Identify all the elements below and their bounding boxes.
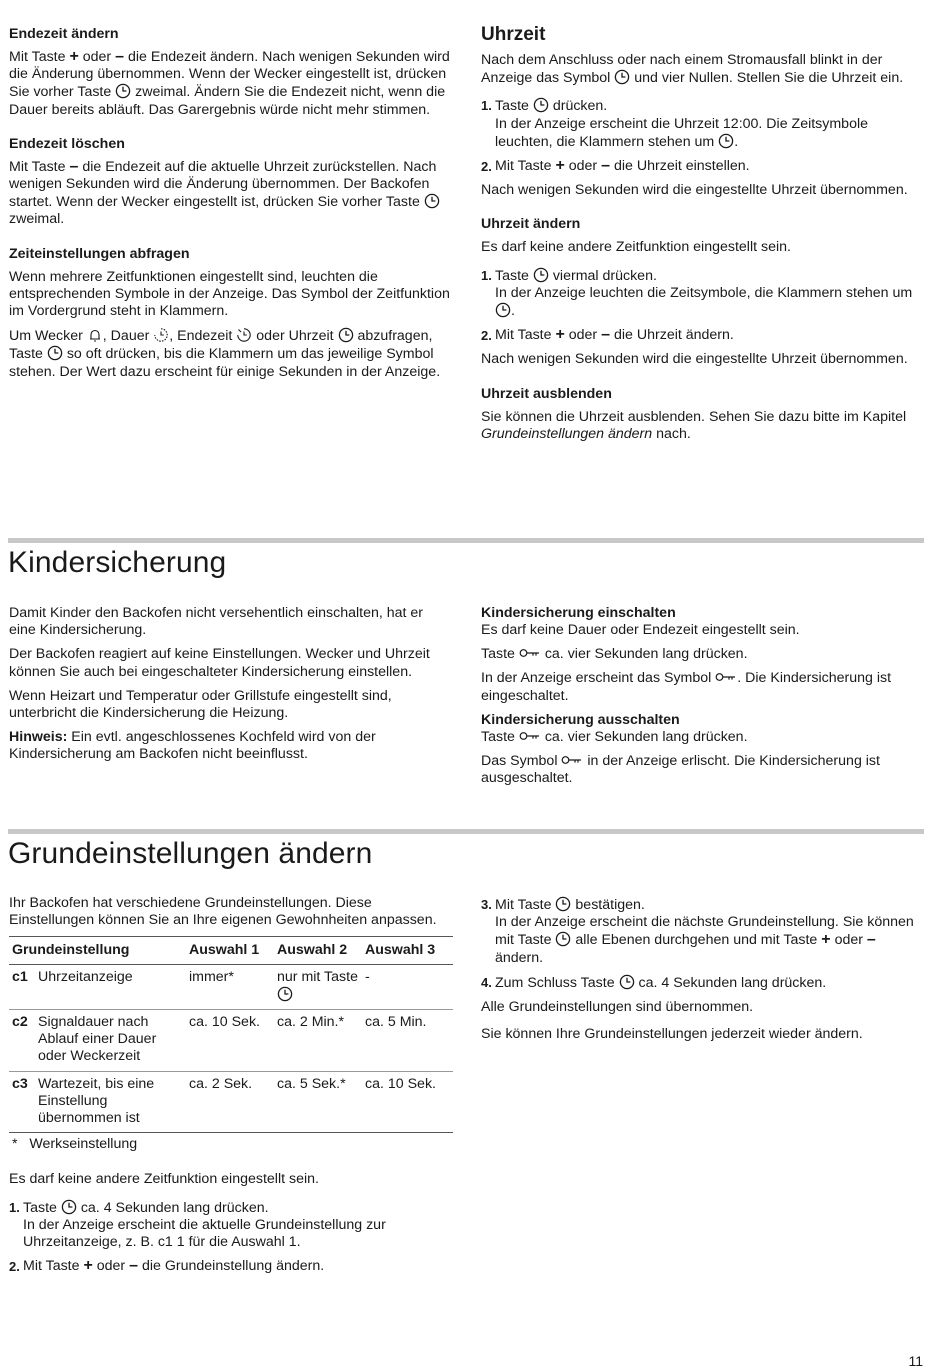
clock-icon xyxy=(533,267,549,283)
table-row: c2 Signaldauer nach Ablauf einer Dauer oder Weckerzeit ca. 10 Sek. ca. 2 Min.* ca. 5 Min. xyxy=(9,1010,453,1072)
section-divider xyxy=(8,538,924,543)
paragraph-grund-intro: Ihr Backofen hat verschiedene Grundeinstellungen. Diese Einstellungen können Sie an Ihre eigenen Gewohnheiten anpassen. xyxy=(9,895,437,929)
left-column-top xyxy=(9,26,451,388)
paragraph-uhrzeit-ausblenden: Sie können die Uhrzeit ausblenden. Sehen Sie dazu bitte im Kapitel Grundeinstellungen ändern nach. xyxy=(481,408,907,442)
plus-icon: + xyxy=(555,157,565,175)
grund-right-column xyxy=(481,896,923,1050)
step-uhrzeit-2: 2. Mit Taste + oder – die Uhrzeit einstellen. xyxy=(481,157,750,175)
key-icon xyxy=(715,671,737,683)
heading-kindersicherung-ausschalten: Kindersicherung ausschalten xyxy=(481,711,680,728)
minus-icon: – xyxy=(69,157,79,175)
minus-icon: – xyxy=(601,157,611,175)
plus-icon: + xyxy=(69,48,79,65)
step-grund-3: 3. Mit Taste bestätigen. In der Anzeige erscheint die nächste Grundeinstellung. Sie können mit Taste alle Ebenen durchgehen und mit Taste + oder – ändern. xyxy=(481,897,914,966)
clock-icon xyxy=(614,69,630,85)
minus-icon: – xyxy=(129,1257,139,1275)
clock-icon xyxy=(47,345,63,361)
step-grund-4: 4. Zum Schluss Taste ca. 4 Sekunden lang drücken. xyxy=(481,974,827,991)
paragraph-grund-pre: Es darf keine andere Zeitfunktion eingestellt sein. xyxy=(9,1171,319,1188)
clock-icon xyxy=(61,1199,77,1215)
paragraph-kinder-3: Wenn Heizart und Temperatur oder Grillstufe eingestellt sind, unterbricht die Kindersicherung die Heizung. xyxy=(9,687,392,722)
clock-icon xyxy=(495,302,511,318)
paragraph-grund-after-2: Sie können Ihre Grundeinstellungen jederzeit wieder ändern. xyxy=(481,1026,863,1043)
step-grund-1: 1. Taste ca. 4 Sekunden lang drücken. In der Anzeige erscheint die aktuelle Grundeinstellung zur Uhrzeitanzeige, z. B. c1 1 für die Auswahl 1. xyxy=(9,1199,386,1251)
paragraph-aus-2: Das Symbol in der Anzeige erlischt. Die Kindersicherung ist ausgeschaltet. xyxy=(481,753,880,787)
minus-icon: – xyxy=(115,48,125,65)
heading-endezeit-loeschen: Endezeit löschen xyxy=(9,135,125,152)
paragraph-grund-after-1: Alle Grundeinstellungen sind übernommen. xyxy=(481,999,754,1016)
clock-icon xyxy=(619,974,635,990)
endtime-icon xyxy=(236,327,252,343)
clock-icon xyxy=(555,931,571,947)
step-grund-2: 2. Mit Taste + oder – die Grundeinstellung ändern. xyxy=(9,1257,325,1275)
paragraph-ein-2: Taste ca. vier Sekunden lang drücken. xyxy=(481,646,748,663)
table-row: c1 Uhrzeitanzeige immer* nur mit Taste - xyxy=(9,964,453,1009)
section-divider xyxy=(8,829,924,834)
header-auswahl-2: Auswahl 2 xyxy=(274,937,362,964)
heading-uhrzeit-ausblenden: Uhrzeit ausblenden xyxy=(481,385,612,402)
paragraph-abfragen-1: Wenn mehrere Zeitfunktionen eingestellt sind, leuchten die entsprechenden Symbole in der Anzeige. Das Symbol der Zeitfunktion im Vordergrund steht in Klammern. xyxy=(9,268,450,320)
header-auswahl-3: Auswahl 3 xyxy=(362,937,453,964)
paragraph-uhrzeit-aendern-intro: Es darf keine andere Zeitfunktion eingestellt sein. xyxy=(481,239,791,256)
heading-zeiteinstellungen-abfragen: Zeiteinstellungen abfragen xyxy=(9,245,190,262)
paragraph-uhrzeit-after: Nach wenigen Sekunden wird die eingestellte Uhrzeit übernommen. xyxy=(481,182,908,199)
heading-kindersicherung-einschalten: Kindersicherung einschalten xyxy=(481,605,676,621)
hint-paragraph: Hinweis: Ein evtl. angeschlossenes Kochfeld wird von der Kindersicherung am Backofen nicht beeinflusst. xyxy=(9,729,376,763)
paragraph-abfragen-2: Um Wecker , Dauer , Endezeit oder Uhrzeit abzufragen, Taste so oft drücken, bis die Klammern um das jeweilige Symbol stehen. Der Wert dazu erscheint für einige Sekunden in der Anzeige. xyxy=(9,328,441,380)
key-icon xyxy=(561,754,583,766)
kinder-left-column xyxy=(9,605,451,771)
plus-icon: + xyxy=(83,1257,93,1275)
plus-icon: + xyxy=(821,931,831,949)
heading-endezeit-aendern: Endezeit ändern xyxy=(9,26,119,42)
clock-icon xyxy=(115,83,131,99)
table-row: c3 Wartezeit, bis eine Einstellung übernommen ist ca. 2 Sek. ca. 5 Sek.* ca. 10 Sek. xyxy=(9,1071,453,1133)
page-number: 11 xyxy=(908,1353,923,1369)
clock-icon xyxy=(555,896,571,912)
paragraph-aus-1: Taste ca. vier Sekunden lang drücken. xyxy=(481,728,748,745)
duration-icon xyxy=(153,327,169,343)
minus-icon: – xyxy=(866,931,876,949)
clock-icon xyxy=(424,193,440,209)
clock-icon xyxy=(277,986,293,1002)
grund-left-column xyxy=(9,895,453,1282)
right-column-top xyxy=(481,24,923,450)
settings-table xyxy=(9,936,453,1133)
key-icon xyxy=(519,647,541,659)
step-uhrzeit-1: 1. Taste drücken. In der Anzeige erscheint die Uhrzeit 12:00. Die Zeitsymbole leuchten, die Klammern stehen um . xyxy=(481,98,869,150)
header-grundeinstellung: Grundeinstellung xyxy=(9,937,186,964)
paragraph-uhrzeit-aendern-after: Nach wenigen Sekunden wird die eingestellte Uhrzeit übernommen. xyxy=(481,351,908,368)
kinder-right-column xyxy=(481,605,923,794)
heading-uhrzeit-aendern: Uhrzeit ändern xyxy=(481,216,581,233)
section-title-kindersicherung: Kindersicherung xyxy=(8,546,227,579)
step-uhrzeit-aendern-2: 2. Mit Taste + oder – die Uhrzeit ändern. xyxy=(481,326,734,344)
paragraph-kinder-2: Der Backofen reagiert auf keine Einstellungen. Wecker und Uhrzeit können Sie auch bei eingeschalteter Kindersicherung einstellen. xyxy=(9,646,430,680)
clock-icon xyxy=(338,327,354,343)
key-icon xyxy=(519,730,541,742)
paragraph-ein-3: In der Anzeige erscheint das Symbol . Die Kindersicherung ist eingeschaltet. xyxy=(481,670,892,704)
header-auswahl-1: Auswahl 1 xyxy=(186,937,274,964)
section-title-grundeinstellungen: Grundeinstellungen ändern xyxy=(8,837,373,870)
clock-icon xyxy=(718,133,734,149)
paragraph-endezeit-aendern: Mit Taste + oder – die Endezeit ändern. Nach wenigen Sekunden wird die Änderung übernommen. Wenn der Wecker eingestellt ist, drücken Sie vorher Taste zweimal. Ändern Sie die Endezeit nicht, wenn die Dauer bereits abläuft. Das Garergebnis würde nicht mehr stimmen. xyxy=(9,48,450,118)
paragraph-ein-1: Es darf keine Dauer oder Endezeit eingestellt sein. xyxy=(481,622,800,638)
table-footnote: * Werkseinstellung xyxy=(12,1136,138,1153)
paragraph-endezeit-loeschen: Mit Taste – die Endezeit auf die aktuelle Uhrzeit zurückstellen. Nach wenigen Sekunden wird die Änderung übernommen. Der Backofen startet. Wenn der Wecker eingestellt ist, drücken Sie vorher Taste zweimal. xyxy=(9,159,451,229)
clock-icon xyxy=(533,97,549,113)
heading-uhrzeit: Uhrzeit xyxy=(481,24,546,45)
table-header-row xyxy=(9,937,453,964)
bell-icon xyxy=(87,327,103,343)
paragraph-kinder-1: Damit Kinder den Backofen nicht versehentlich einschalten, hat er eine Kindersicherung. xyxy=(9,605,424,639)
step-uhrzeit-aendern-1: 1. Taste viermal drücken. In der Anzeige leuchten die Zeitsymbole, die Klammern stehen um . xyxy=(481,267,913,320)
paragraph-uhrzeit-intro: Nach dem Anschluss oder nach einem Stromausfall blinkt in der Anzeige das Symbol und vier Nullen. Stellen Sie die Uhrzeit ein. xyxy=(481,52,904,87)
minus-icon: – xyxy=(601,326,611,344)
plus-icon: + xyxy=(555,326,565,344)
